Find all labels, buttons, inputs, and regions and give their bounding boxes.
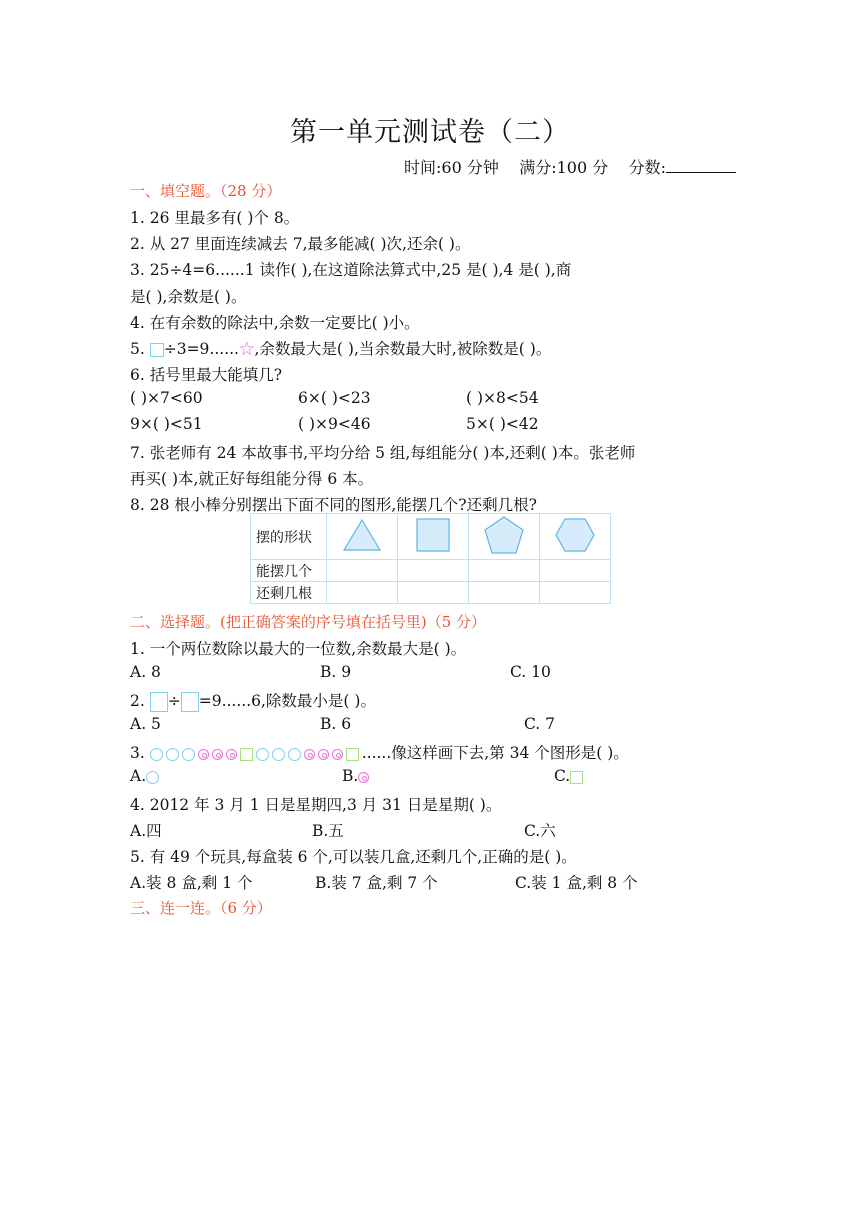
- q2-3-option-b[interactable]: B.: [342, 767, 372, 785]
- q2-5-option-c[interactable]: C.装 1 盒,剩 8 个: [515, 874, 638, 892]
- circle-icon: [288, 748, 301, 761]
- answer-cell[interactable]: [540, 582, 611, 604]
- shape-table: [250, 513, 611, 604]
- circle-icon: [166, 748, 179, 761]
- q2-2-option-c[interactable]: C. 7: [524, 715, 556, 733]
- q1-3: 3. 25÷4=6......1 读作( ),在这道除法算式中,25 是( ),4 是( ),商: [130, 261, 572, 279]
- ring-icon: [304, 749, 315, 760]
- q2-4-option-b[interactable]: B.五: [312, 822, 344, 840]
- q2-4: 4. 2012 年 3 月 1 日是星期四,3 月 31 日是星期( )。: [130, 796, 502, 814]
- square-icon: [398, 514, 469, 560]
- q2-2-option-b[interactable]: B. 6: [320, 715, 352, 733]
- circle-icon: [146, 771, 159, 784]
- row-label-count: 能摆几个: [251, 560, 327, 582]
- answer-cell[interactable]: [398, 582, 469, 604]
- ring-icon: [332, 749, 343, 760]
- q1-6-item: ( )×8<54: [466, 389, 539, 407]
- circle-icon: [272, 748, 285, 761]
- q1-8: 8. 28 根小棒分别摆出下面不同的图形,能摆几个?还剩几根?: [130, 496, 537, 514]
- q2-4-option-c[interactable]: C.六: [524, 822, 556, 840]
- exam-meta: [404, 155, 736, 178]
- square-icon: [346, 748, 359, 761]
- section-choice: 二、选择题。(把正确答案的序号填在括号里)（5 分）: [130, 613, 487, 631]
- q2-5-option-a[interactable]: A.装 8 盒,剩 1 个: [130, 874, 253, 892]
- score-label: 分数:: [628, 158, 666, 177]
- ring-icon: [212, 749, 223, 760]
- q1-4: 4. 在有余数的除法中,余数一定要比( )小。: [130, 314, 420, 332]
- q1-7-cont: 再买( )本,就正好每组能分得 6 本。: [130, 470, 374, 488]
- square-icon: [570, 771, 583, 784]
- star-icon: ☆: [238, 340, 255, 358]
- answer-cell[interactable]: [327, 582, 398, 604]
- q2-2: 2. ÷ =9......6,除数最小是( )。: [130, 692, 376, 710]
- score-blank[interactable]: [666, 158, 736, 173]
- section-connect: 三、连一连。（6 分）: [130, 899, 272, 917]
- q2-3: 3. ......像这样画下去,第 34 个图形是( )。: [130, 744, 629, 762]
- q2-5: 5. 有 49 个玩具,每盒装 6 个,可以装几盒,还剩几个,正确的是( )。: [130, 848, 577, 866]
- answer-cell[interactable]: [398, 560, 469, 582]
- q1-6-item: 6×( )<23: [298, 389, 371, 407]
- ring-icon: [318, 749, 329, 760]
- section-fill-in: 一、填空题。（28 分）: [130, 182, 282, 200]
- q1-6-item: 9×( )<51: [130, 415, 203, 433]
- circle-icon: [256, 748, 269, 761]
- page-title: 第一单元测试卷（二）: [290, 117, 570, 148]
- q1-3-cont: 是( ),余数是( )。: [130, 288, 247, 306]
- triangle-icon: [327, 514, 398, 560]
- divisor-box-icon: [181, 692, 199, 712]
- q2-1-option-b[interactable]: B. 9: [320, 663, 352, 681]
- hexagon-icon: [540, 514, 611, 560]
- q1-6-item: ( )×9<46: [298, 415, 371, 433]
- time-limit: 时间:60 分钟: [404, 158, 499, 177]
- q2-1-option-a[interactable]: A. 8: [130, 663, 161, 681]
- answer-cell[interactable]: [540, 560, 611, 582]
- q1-2: 2. 从 27 里面连续减去 7,最多能减( )次,还余( )。: [130, 235, 471, 253]
- full-score: 满分:100 分: [519, 158, 609, 177]
- q1-7: 7. 张老师有 24 本故事书,平均分给 5 组,每组能分( )本,还剩( )本。张老师: [130, 444, 636, 462]
- square-blank-icon: [150, 343, 164, 357]
- row-label-remain: 还剩几根: [251, 582, 327, 604]
- q2-5-option-b[interactable]: B.装 7 盒,剩 7 个: [315, 874, 438, 892]
- row-label-shape: 摆的形状: [251, 514, 327, 560]
- q2-2-option-a[interactable]: A. 5: [130, 715, 161, 733]
- answer-cell[interactable]: [469, 560, 540, 582]
- q1-5: 5. ÷3=9......☆,余数最大是( ),当余数最大时,被除数是( )。: [130, 340, 552, 358]
- ring-icon: [198, 749, 209, 760]
- pattern-sequence: [150, 744, 362, 762]
- q1-6: 6. 括号里最大能填几?: [130, 366, 283, 384]
- answer-cell[interactable]: [327, 560, 398, 582]
- q1-6-item: ( )×7<60: [130, 389, 203, 407]
- dividend-box-icon: [150, 692, 168, 712]
- pentagon-icon: [469, 514, 540, 560]
- ring-icon: [358, 772, 369, 783]
- square-icon: [240, 748, 253, 761]
- answer-cell[interactable]: [469, 582, 540, 604]
- q2-3-option-c[interactable]: C.: [554, 767, 586, 785]
- circle-icon: [182, 748, 195, 761]
- q2-4-option-a[interactable]: A.四: [130, 822, 162, 840]
- q1-6-item: 5×( )<42: [466, 415, 539, 433]
- circle-icon: [150, 748, 163, 761]
- q2-3-option-a[interactable]: A.: [130, 767, 162, 785]
- q2-1-option-c[interactable]: C. 10: [510, 663, 551, 681]
- q2-1: 1. 一个两位数除以最大的一位数,余数最大是( )。: [130, 640, 467, 658]
- q1-1: 1. 26 里最多有( )个 8。: [130, 209, 300, 227]
- ring-icon: [226, 749, 237, 760]
